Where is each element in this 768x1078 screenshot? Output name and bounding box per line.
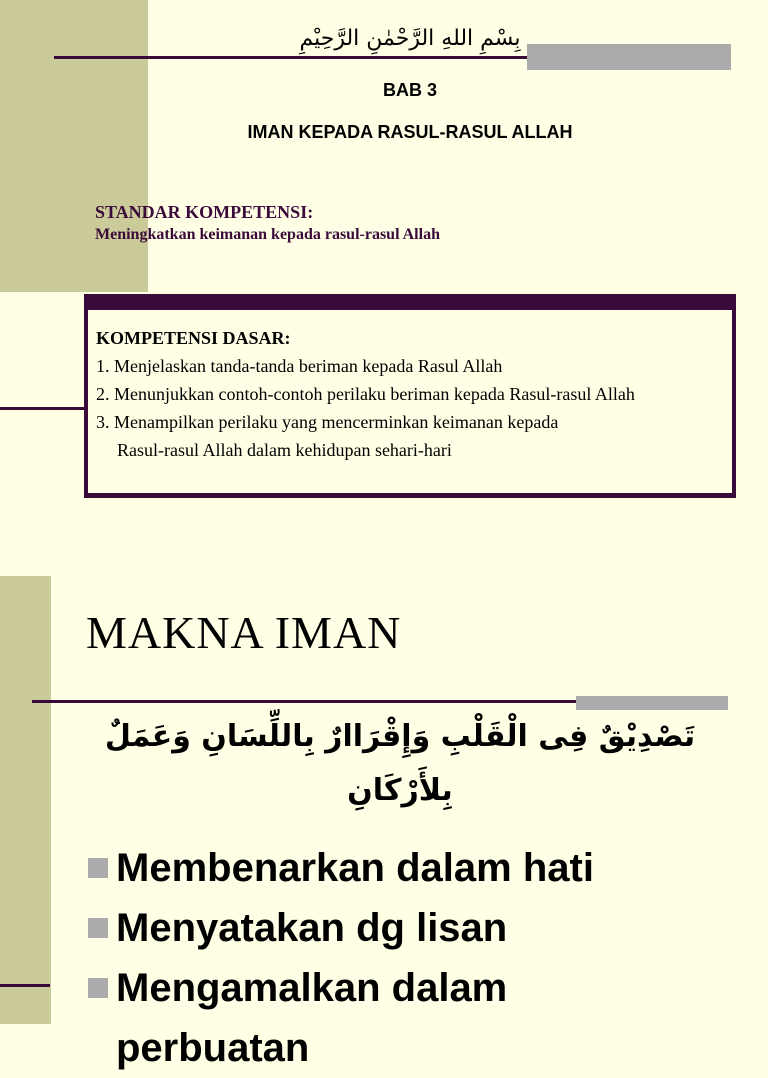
- bullet-text: Membenarkan dalam hati: [116, 845, 594, 890]
- chapter-title: IMAN KEPADA RASUL-RASUL ALLAH: [247, 122, 573, 142]
- side-decoration-bar: [0, 576, 51, 1024]
- slide-title: MAKNA IMAN: [86, 607, 402, 658]
- bullet-item: [88, 898, 748, 958]
- side-decoration-bar: [0, 0, 148, 292]
- square-bullet-icon: [88, 918, 108, 938]
- kompetensi-dasar-content: [88, 310, 732, 493]
- standar-kompetensi-heading: STANDAR KOMPETENSI:: [95, 202, 314, 222]
- chapter-label: BAB 3: [382, 80, 437, 100]
- standar-kompetensi-text: Meningkatkan keimanan kepada rasul-rasul Allah: [95, 226, 440, 243]
- bullet-list: [88, 838, 748, 1078]
- grey-accent-bar: [576, 696, 728, 710]
- arabic-definition: تَصْدِيْقٌ فِى الْقَلْبِ وَإِقْرَاارٌ بِاللِّسَانِ وَعَمَلٌ بِلأَرْكَانِ: [104, 719, 696, 808]
- bullet-text: Mengamalkan dalam: [116, 965, 508, 1010]
- kompetensi-item: 1. Menjelaskan tanda-tanda beriman kepada Rasul Allah: [96, 356, 503, 376]
- kompetensi-dasar-box: [84, 294, 736, 498]
- kompetensi-item: 3. Menampilkan perilaku yang mencerminkan keimanan kepada: [96, 412, 559, 432]
- kompetensi-item-continuation: Rasul-rasul Allah dalam kehidupan sehari-hari: [117, 440, 452, 460]
- bullet-text: Menyatakan dg lisan: [116, 905, 508, 950]
- kompetensi-dasar-heading: KOMPETENSI DASAR:: [96, 328, 291, 348]
- side-divider-line: [0, 407, 84, 410]
- bullet-item-continuation: [88, 1018, 748, 1078]
- square-bullet-icon: [88, 978, 108, 998]
- square-bullet-icon: [88, 858, 108, 878]
- kompetensi-item: 2. Menunjukkan contoh-contoh perilaku beriman kepada Rasul-rasul Allah: [96, 384, 635, 404]
- side-divider-line: [0, 984, 50, 987]
- bullet-text: perbuatan: [116, 1025, 310, 1070]
- slide-2: [0, 576, 768, 1070]
- bullet-item: [88, 958, 748, 1018]
- basmala-text: بِسْمِ اللهِ الرَّحْمٰنِ الرَّحِيْمِ: [299, 26, 521, 51]
- bullet-item: [88, 838, 748, 898]
